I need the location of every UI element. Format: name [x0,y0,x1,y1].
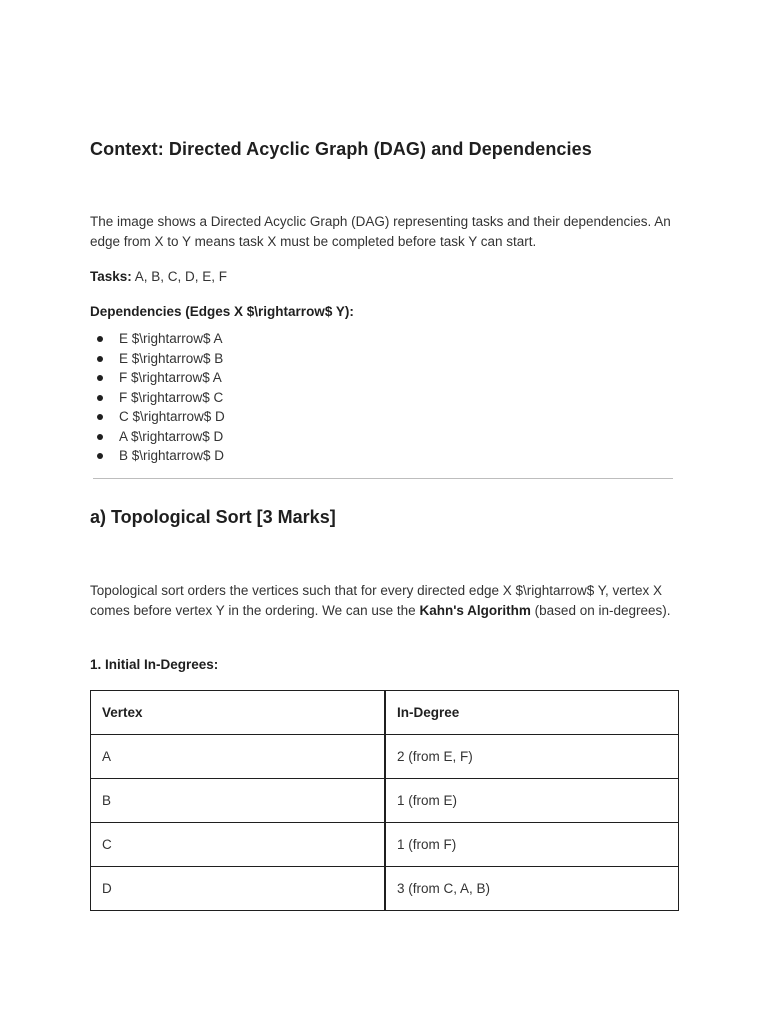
list-item-text: C $\rightarrow$ D [119,409,225,424]
list-item-text: E $\rightarrow$ B [119,350,224,366]
initial-in-degrees-heading-text: 1. Initial In-Degrees: [90,657,219,672]
bullet-icon [97,434,103,440]
tasks-value: A, B, C, D, E, F [131,269,228,284]
bullet-icon [97,453,103,459]
context-intro: The image shows a Directed Acyclic Graph (DAG) representing tasks and their dependencies. An edge from X to Y means task X must be completed before task Y can start. [90,214,671,249]
topo-intro-text-post: (based on in-degrees). [530,603,671,618]
in-degree-cell: 2 (from E, F) [385,735,679,779]
bullet-icon [97,356,103,362]
table-row [91,867,679,911]
context-title: Context: Directed Acyclic Graph (DAG) and Dependencies [90,139,592,159]
in-degree-cell: 1 (from F) [385,823,679,867]
topological-sort-title: a) Topological Sort [3 Marks] [90,507,336,527]
in-degree-cell: 3 (from C, A, B) [385,867,679,911]
dependencies-heading-text: Dependencies (Edges X $\rightarrow$ Y): [90,304,354,319]
list-item-text: F $\rightarrow$ A [119,370,222,385]
list-item [90,446,225,466]
list-item [90,329,225,349]
section-divider [93,478,673,479]
vertex-cell: A [91,735,386,779]
list-item-text: F $\rightarrow$ C [119,389,224,405]
dependencies-list [90,329,225,466]
initial-in-degrees-heading [90,655,218,675]
bullet-icon [97,375,103,381]
column-header-in-degree: In-Degree [385,691,679,735]
tasks-label: Tasks: [90,269,132,284]
dependencies-heading [90,302,354,322]
list-item [90,349,225,369]
tasks-line [90,267,227,287]
list-item-text: B $\rightarrow$ D [119,448,225,463]
bullet-icon [97,395,103,401]
vertex-cell: B [91,779,386,823]
vertex-cell: C [91,823,386,867]
table-row [91,779,679,823]
bullet-icon [97,336,103,342]
list-item [90,388,225,408]
list-item [90,427,225,447]
in-degree-cell: 1 (from E) [385,779,679,823]
bullet-icon [97,414,103,420]
list-item [90,368,225,388]
column-header-vertex: Vertex [91,691,386,735]
table-row [91,735,679,779]
list-item-text: A $\rightarrow$ D [119,428,224,444]
topological-sort-intro [90,581,690,621]
topo-intro-text-pre: Topological sort orders the vertices such that for every directed edge X $\rightarrow$ Y, vertex X comes before vertex Y in the ordering. We can use the [90,583,663,618]
table-row [91,823,679,867]
list-item [90,407,225,427]
kahns-algorithm-term: Kahn's Algorithm [419,603,531,618]
table-header-row [91,691,679,735]
list-item-text: E $\rightarrow$ A [119,331,223,346]
in-degree-table [90,690,679,911]
vertex-cell: D [91,867,386,911]
